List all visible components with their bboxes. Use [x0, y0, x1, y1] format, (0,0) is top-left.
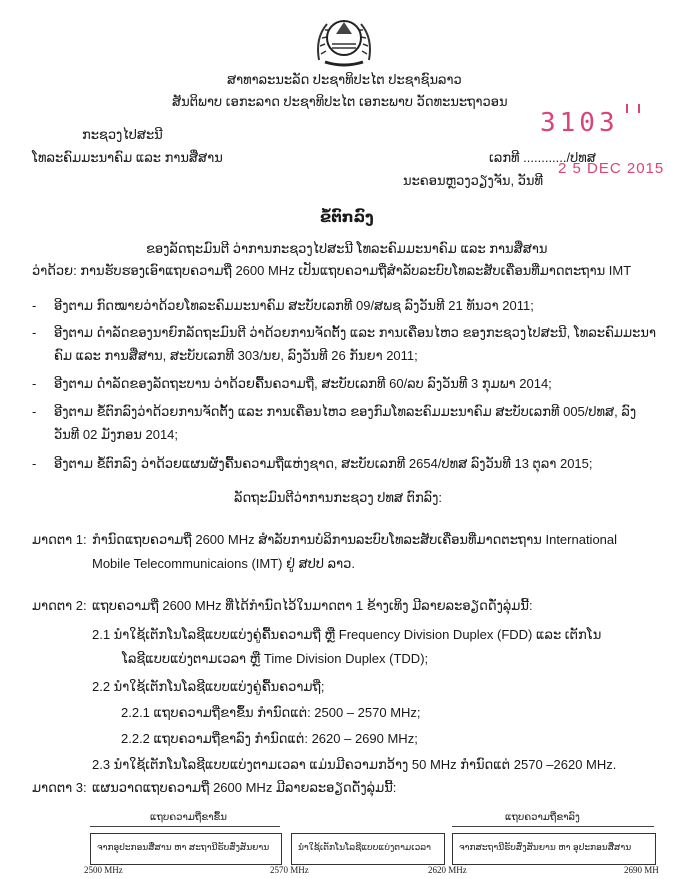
document-title: ຂໍ້ຕົກລົງ	[320, 209, 374, 226]
ministry-line1: ກະຊວງໄປສະນີ	[82, 127, 163, 142]
stamp-mark	[626, 104, 628, 113]
article-2-1: 2.1 ນຳໃຊ້ເຕັກໂນໂລຊີແບບແບ່ງຄູ່ຄື້ນຄວາມຖີ່ ຫຼື Frequency Division Duplex (FDD) ແລະ ເຕັກໂນ	[92, 627, 602, 642]
reference-item-cont: ວັນທີ 02 ມັງກອນ 2014;	[54, 427, 179, 442]
reference-item: ອີງຕາມ ດຳລັດຂອງລັດຖະບານ ວ່າດ້ວຍຄື້ນຄວາມຖີ່, ສະບັບເລກທີ 60/ລບ ລົງວັນທີ 3 ກຸມພາ 2014;	[54, 376, 552, 391]
bullet-dash: -	[32, 298, 37, 313]
reference-item: ອີງຕາມ ຂໍ້ຕົກລົງ ວ່າດ້ວຍແຜນຜັງຄື້ນຄວາມຖີ່ແຫ່ງຊາດ, ສະບັບເລກທີ 2654/ປທສ ລົງວັນທີ 13 ຕຸລາ 2015;	[54, 456, 593, 471]
article-2-1-cont: ໂລຊີແບບແບ່ງຕາມເວລາ ຫຼື Time Division Duplex (TDD);	[122, 651, 429, 666]
document-number-label: ເລກທີ ............/ປທສ	[489, 150, 596, 165]
downlink-band-box	[452, 833, 656, 865]
uplink-bracket	[90, 826, 280, 827]
document-subject: ວ່າດ້ວຍ: ການຮັບຮອງເອົາແຖບຄວາມຖີ່ 2600 MHz ເປັນແຖບຄວາມຖີ່ສຳລັບລະບົບໂທລະສັບເຄື່ອນທີ່ມາດຕະຖານ IMT	[32, 263, 632, 278]
republic-name: ສາທາລະນະລັດ ປະຊາທິປະໄຕ ປະຊາຊົນລາວ	[227, 72, 462, 87]
document-issuer: ຂອງລັດຖະມົນຕີ ວ່າການກະຊວງໄປສະນີ ໂທລະຄົມມະນາຄົມ ແລະ ການສື່ສານ	[146, 241, 548, 256]
article-2-3: 2.3 ນຳໃຊ້ເຕັກໂນໂລຊີແບບແບ່ງຕາມເວລາ ແມ່ນມີຄວາມກວ້າງ 50 MHz ກຳນົດແຕ່ 2570 –2620 MHz.	[92, 757, 617, 772]
tdd-band-box	[291, 833, 445, 865]
freq-tick-label: 2620 MHz	[428, 865, 467, 875]
reference-item: ອີງຕາມ ດຳລັດຂອງນາຍົກລັດຖະມົນຕີ ວ່າດ້ວຍການຈັດຕັ້ງ ແລະ ການເຄື່ອນໄຫວ ຂອງກະຊວງໄປສະນີ, ໂທລະຄົມມະນາ	[54, 325, 656, 340]
downlink-band-text: ຈາກສະຖານີຮັບສົ່ງສັນຍານ ຫາ ອຸປະກອນສື່ສານ	[459, 842, 632, 852]
uplink-band-label: ແຖບຄວາມຖີ່ຂາຂຶ້ນ	[150, 812, 227, 823]
tdd-band-text: ນຳໃຊ້ເຕັກໂນໂລຊີແບບແບ່ງຕາມເວລາ	[298, 842, 431, 852]
bullet-dash: -	[32, 456, 37, 471]
article-2-2-2: 2.2.2 ແຖບຄວາມຖີ່ຂາລົງ ກຳນົດແຕ່: 2620 – 2690 MHz;	[121, 731, 418, 746]
reference-item: ອີງຕາມ ຂໍ້ຕົກລົງວ່າດ້ວຍການຈັດຕັ້ງ ແລະ ການເຄື່ອນໄຫວ ຂອງກົມໂທລະຄົມມະນາຄົມ ສະບັບເລກທີ 005/ປທສ, ລົງ	[54, 404, 637, 419]
article-1-label: ມາດຕາ 1:	[32, 532, 87, 547]
bullet-dash: -	[32, 376, 37, 391]
article-2-label: ມາດຕາ 2:	[32, 598, 87, 613]
freq-tick-label: 2570 MHz	[270, 865, 309, 875]
article-1-text-cont: Mobile Telecommunicaions (IMT) ຢູ່ ສປປ ລາວ.	[92, 556, 355, 571]
stamp-mark	[638, 104, 640, 113]
article-2-intro: ແຖບຄວາມຖີ່ 2600 MHz ທີ່ໄດ້ກຳນົດໄວ້ໃນມາດຕາ 1 ຂ້າງເທິງ ມີລາຍລະອຽດດັ່ງລຸ່ມນີ້:	[92, 598, 533, 613]
bullet-dash: -	[32, 325, 37, 340]
ministry-line2: ໂທລະຄົມມະນາຄົມ ແລະ ການສື່ສານ	[32, 150, 223, 165]
downlink-band-label: ແຖບຄວາມຖີ່ຂາລົງ	[505, 812, 580, 823]
national-motto: ສັນຕິພາບ ເອກະລາດ ປະຊາທິປະໄຕ ເອກະພາບ ວັດທະນະຖາວອນ	[172, 94, 508, 109]
article-2-2-1: 2.2.1 ແຖບຄວາມຖີ່ຂາຂຶ້ນ ກຳນົດແຕ່: 2500 – 2570 MHz;	[121, 705, 421, 720]
place-date-label: ນະຄອນຫຼວງວຽງຈັນ, ວັນທີ	[403, 173, 544, 188]
freq-tick-label: 2690 MH	[624, 865, 659, 875]
article-1-text: ກຳນົດແຖບຄວາມຖີ່ 2600 MHz ສຳລັບການບໍລິການລະບົບໂທລະສັບເຄື່ອນທີ່ມາດຕະຖານ International	[92, 532, 618, 547]
bullet-dash: -	[32, 404, 37, 419]
downlink-bracket	[452, 826, 654, 827]
reference-item-cont: ຄົມ ແລະ ການສື່ສານ, ສະບັບເລກທີ 303/ນຍ, ລົງວັນທີ 26 ກັນຍາ 2011;	[54, 348, 418, 363]
article-3-label: ມາດຕາ 3:	[32, 780, 87, 795]
freq-tick-label: 2500 MHz	[84, 865, 123, 875]
article-2-2: 2.2 ນຳໃຊ້ເຕັກໂນໂລຊີແບບແບ່ງຄູ່ຄື້ນຄວາມຖີ່;	[92, 679, 325, 694]
reference-item: ອີງຕາມ ກົດໝາຍວ່າດ້ວຍໂທລະຄົມມະນາຄົມ ສະບັບເລກທີ 09/ສພຊ ລົງວັນທີ 21 ທັນວາ 2011;	[54, 298, 534, 313]
national-emblem-icon	[311, 8, 377, 70]
article-3-intro: ແຜນວາດແຖບຄວາມຖີ່ 2600 MHz ມີລາຍລະອຽດດັ່ງລຸ່ມນີ້:	[92, 780, 397, 795]
uplink-band-text: ຈາກອຸປະກອນສື່ສານ ຫາ ສະຖານີຮັບສົ່ງສັນຍານ	[97, 842, 270, 852]
received-stamp-date: 2 5 DEC 2015	[558, 160, 665, 177]
uplink-band-box	[90, 833, 282, 865]
received-stamp-number: 3103	[540, 108, 619, 138]
decision-heading: ລັດຖະມົນຕີວ່າການກະຊວງ ປທສ ຕົກລົງ:	[234, 490, 442, 505]
